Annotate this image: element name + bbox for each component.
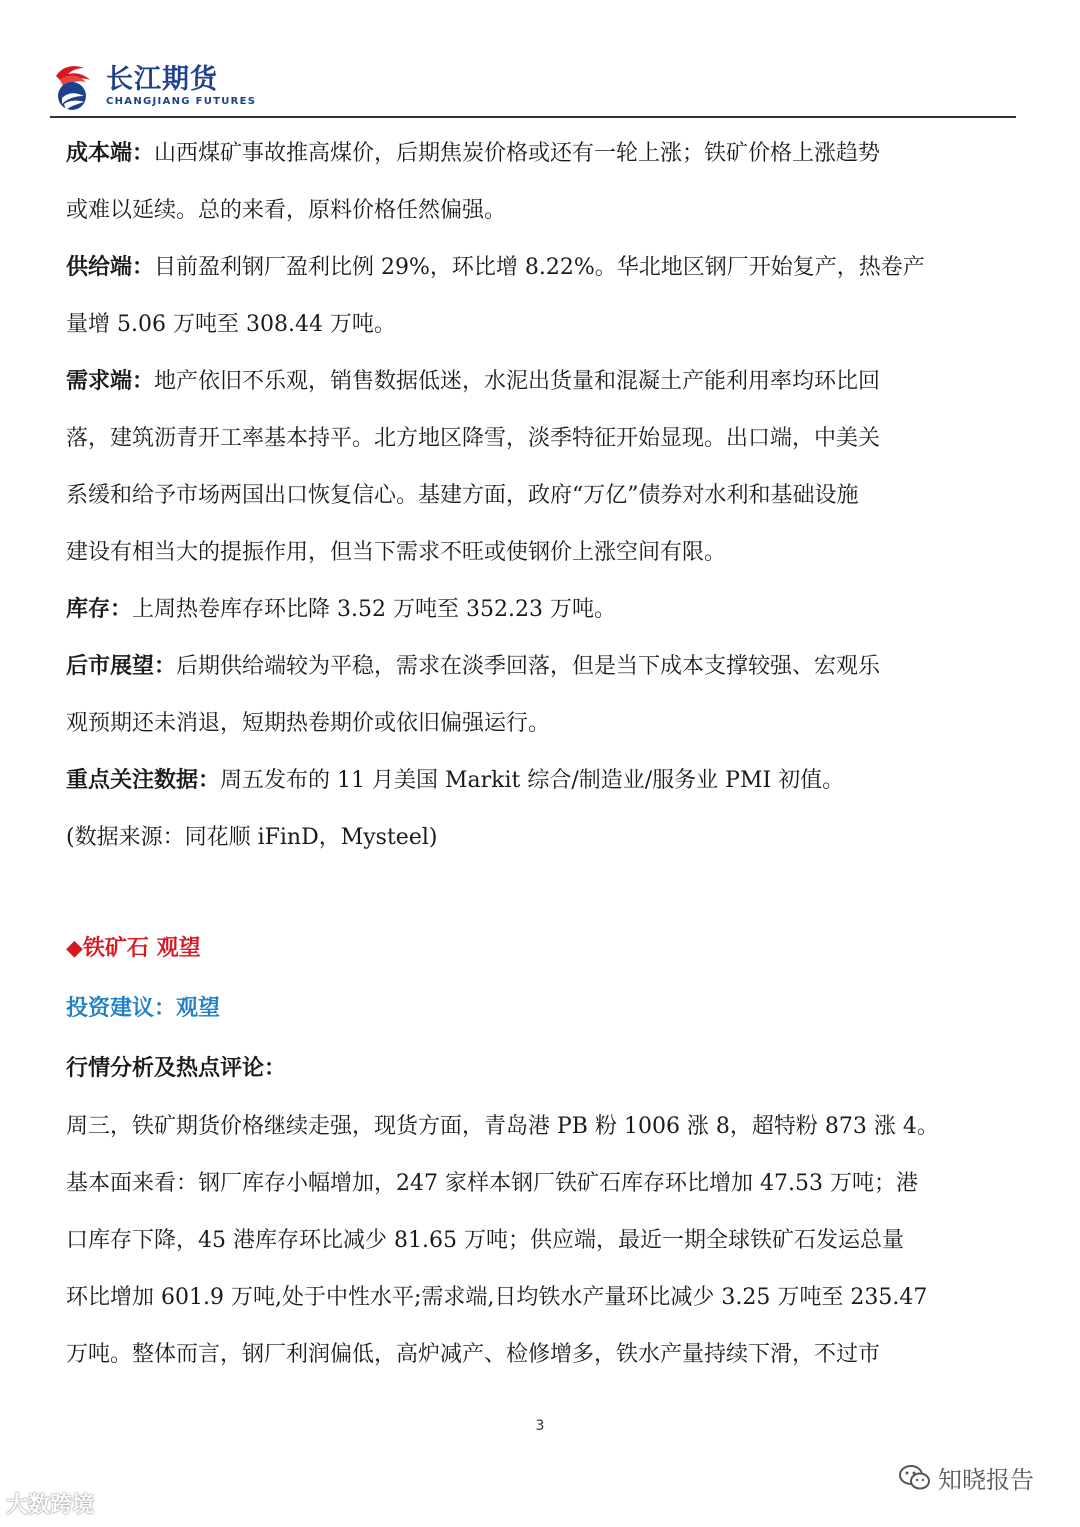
supply-paragraph-line1 (66, 239, 1016, 296)
iron-ore-section-title: ◆铁矿石 观望 (66, 935, 201, 961)
focus-label: 重点关注数据： (66, 767, 221, 793)
supply-paragraph-line2: 量增 5.06 万吨至 308.44 万吨。 (66, 312, 396, 337)
outlook-text: 后期供给端较为平稳，需求在淡季回落，但是当下成本支撑较强、宏观乐 (176, 654, 881, 679)
report-body (66, 125, 1016, 1383)
page-header (50, 62, 1020, 114)
cost-paragraph-line2: 或难以延续。总的来看，原料价格任然偏强。 (66, 198, 507, 223)
watermark-right (898, 1460, 1034, 1495)
cost-label: 成本端： (66, 140, 155, 166)
section-spacer (66, 866, 1016, 918)
wechat-icon (898, 1463, 932, 1493)
demand-label: 需求端： (66, 368, 155, 394)
data-source-line: (数据来源：同花顺 iFinD，Mysteel) (66, 825, 438, 850)
outlook-paragraph-line2: 观预期还未消退，短期热卷期价或依旧偏强运行。 (66, 711, 551, 736)
outlook-label: 后市展望： (66, 653, 177, 679)
cost-text: 山西煤矿事故推高煤价，后期焦炭价格或还有一轮上涨；铁矿价格上涨趋势 (154, 141, 881, 166)
outlook-paragraph-line1 (66, 638, 1016, 695)
watermark-right-text: 知晓报告 (938, 1466, 1034, 1494)
page-number: 3 (535, 1418, 545, 1434)
focus-paragraph (66, 752, 1016, 809)
logo-english-name: CHANGJIANG FUTURES (106, 96, 257, 107)
iron-ore-line3: 口库存下降，45 港库存环比减少 81.65 万吨；供应端，最近一期全球铁矿石发运总量 (66, 1228, 904, 1253)
focus-text: 周五发布的 11 月美国 Markit 综合/制造业/服务业 PMI 初值。 (220, 768, 845, 793)
cost-paragraph-line1 (66, 125, 1016, 182)
demand-paragraph-line2: 落，建筑沥青开工率基本持平。北方地区降雪，淡季特征开始显现。出口端，中美关 (66, 426, 881, 451)
demand-paragraph-line4: 建设有相当大的提振作用，但当下需求不旺或使钢价上涨空间有限。 (66, 540, 727, 565)
iron-ore-line5: 万吨。整体而言，钢厂利润偏低，高炉减产、检修增多，铁水产量持续下滑，不过市 (66, 1342, 881, 1367)
supply-label: 供给端： (66, 254, 155, 280)
iron-ore-line2: 基本面来看：钢厂库存小幅增加，247 家样本钢厂铁矿石库存环比增加 47.53 万吨；港 (66, 1171, 918, 1196)
iron-ore-investment-advice: 投资建议：观望 (66, 995, 221, 1021)
demand-text: 地产依旧不乐观，销售数据低迷，水泥出货量和混凝土产能利用率均环比回 (154, 369, 881, 394)
iron-ore-analysis-heading: 行情分析及热点评论： (66, 1055, 287, 1081)
header-divider (50, 116, 1016, 118)
stock-text: 上周热卷库存环比降 3.52 万吨至 352.23 万吨。 (132, 597, 616, 622)
logo-chinese-name: 长江期货 (106, 64, 218, 95)
demand-paragraph-line1 (66, 353, 1016, 410)
changjiang-logo-icon (50, 62, 98, 114)
stock-paragraph (66, 581, 1016, 638)
stock-label: 库存： (66, 596, 133, 622)
supply-text: 目前盈利钢厂盈利比例 29%，环比增 8.22%。华北地区钢厂开始复产，热卷产 (154, 255, 925, 280)
demand-paragraph-line3: 系缓和给予市场两国出口恢复信心。基建方面，政府“万亿”债券对水利和基础设施 (66, 483, 859, 508)
iron-ore-line1: 周三，铁矿期货价格继续走强，现货方面，青岛港 PB 粉 1006 涨 8，超特粉 873 涨 4。 (66, 1114, 939, 1139)
iron-ore-line4: 环比增加 601.9 万吨,处于中性水平;需求端,日均铁水产量环比减少 3.25 万吨至 235.47 (66, 1285, 928, 1310)
watermark-left: 大数跨境 (6, 1493, 95, 1518)
